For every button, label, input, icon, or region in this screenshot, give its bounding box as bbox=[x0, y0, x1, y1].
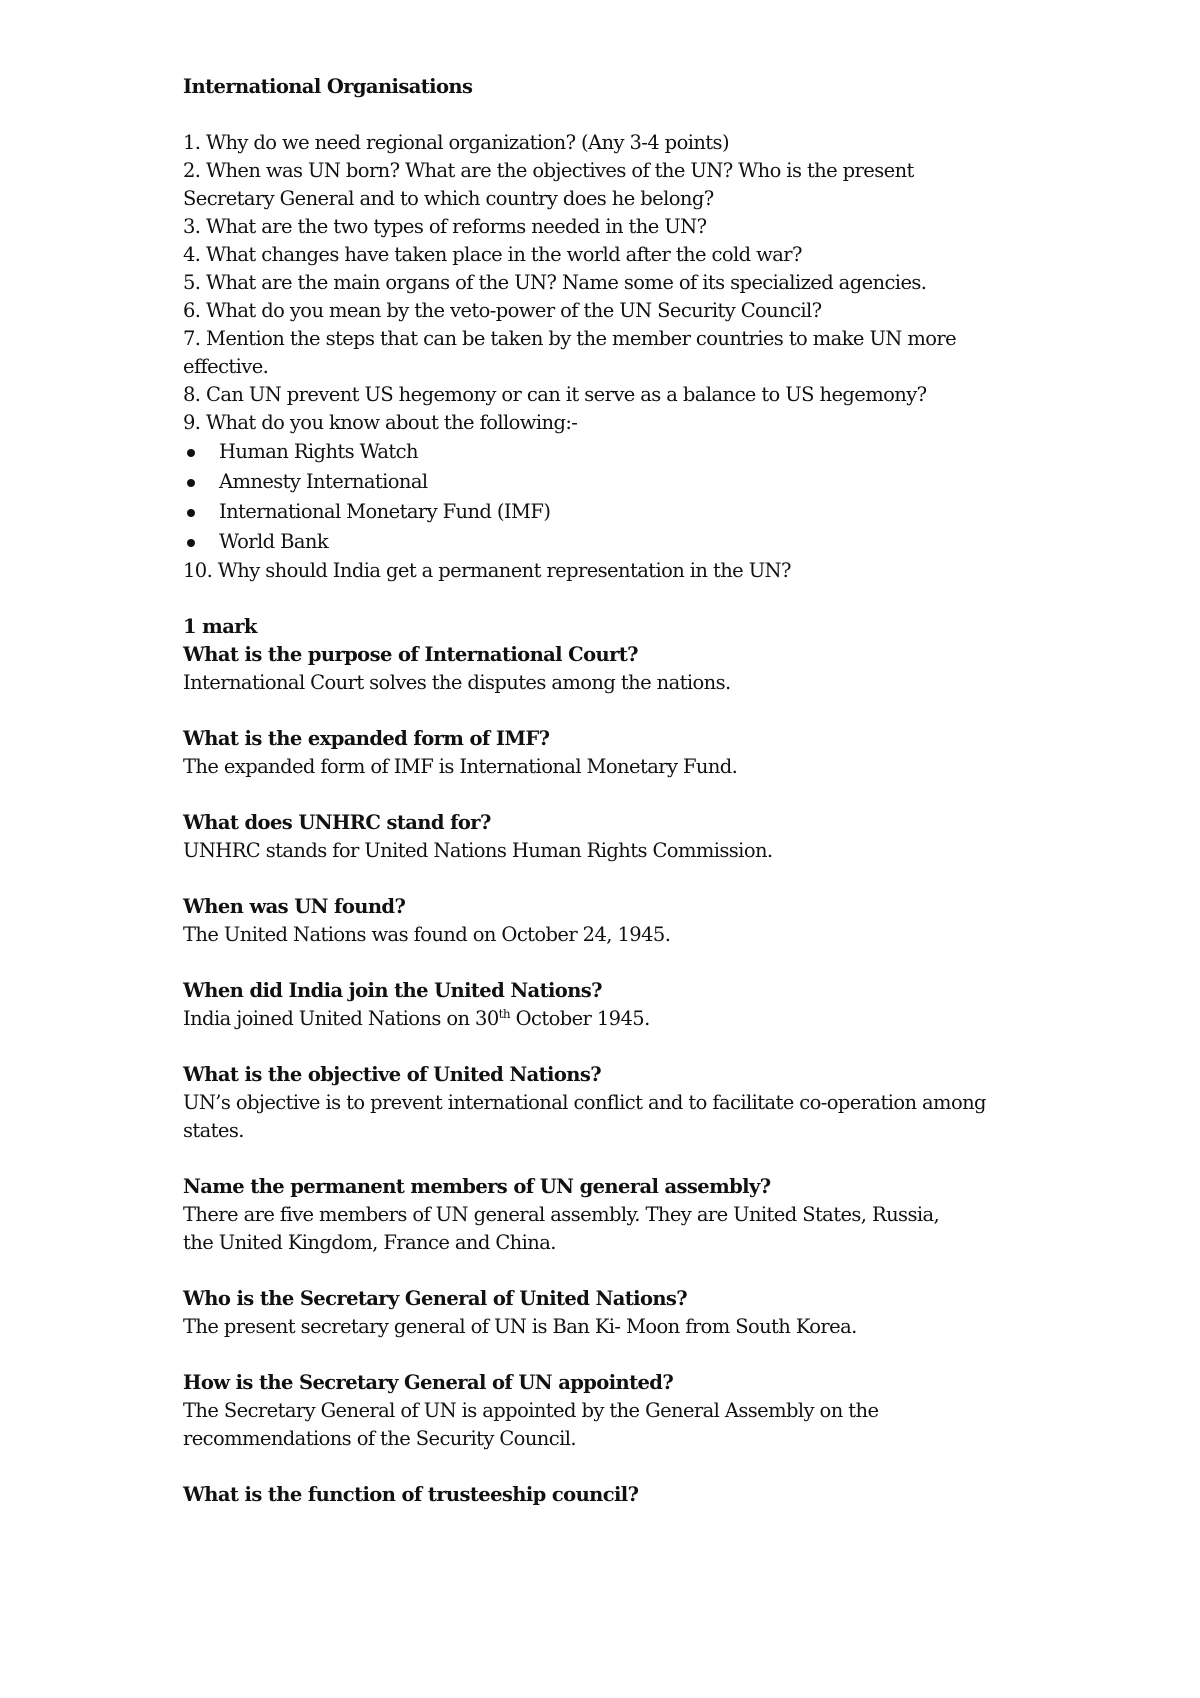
qa-block bbox=[183, 641, 1043, 697]
answer-text: The expanded form of IMF is International Monetary Fund. bbox=[183, 755, 738, 778]
document-content bbox=[183, 73, 1043, 1537]
question-heading: What is the objective of United Nations? bbox=[183, 1063, 602, 1086]
bullet-item: International Monetary Fund (IMF) bbox=[183, 497, 1043, 527]
answer-text: The United Nations was found on October 24, 1945. bbox=[183, 923, 671, 946]
qa-block bbox=[183, 725, 1043, 781]
qa-block bbox=[183, 1061, 1043, 1145]
question-line: 2. When was UN born? What are the objectives of the UN? Who is the present bbox=[183, 159, 914, 182]
question-line: 3. What are the two types of reforms needed in the UN? bbox=[183, 215, 707, 238]
bullet-item: Amnesty International bbox=[183, 467, 1043, 497]
question-heading: When was UN found? bbox=[183, 895, 406, 918]
question-heading: How is the Secretary General of UN appointed? bbox=[183, 1371, 674, 1394]
answer-text bbox=[183, 1005, 1043, 1033]
answer-text: the United Kingdom, France and China. bbox=[183, 1231, 556, 1254]
question-line: 4. What changes have taken place in the world after the cold war? bbox=[183, 243, 802, 266]
question-line: effective. bbox=[183, 355, 269, 378]
superscript: th bbox=[498, 1007, 511, 1021]
answer-text: International Court solves the disputes among the nations. bbox=[183, 671, 731, 694]
question-heading: What does UNHRC stand for? bbox=[183, 811, 491, 834]
qa-block bbox=[183, 977, 1043, 1033]
bullet-item: Human Rights Watch bbox=[183, 437, 1043, 467]
spacer bbox=[183, 101, 1043, 129]
answer-text: UNHRC stands for United Nations Human Rights Commission. bbox=[183, 839, 773, 862]
answer-text: There are five members of UN general assembly. They are United States, Russia, bbox=[183, 1203, 940, 1226]
spacer bbox=[183, 585, 1043, 613]
question-heading: What is the function of trusteeship council? bbox=[183, 1483, 639, 1506]
answer-text: The Secretary General of UN is appointed by the General Assembly on the bbox=[183, 1399, 879, 1422]
question-line: 10. Why should India get a permanent representation in the UN? bbox=[183, 559, 791, 582]
question-line: 6. What do you mean by the veto-power of the UN Security Council? bbox=[183, 299, 822, 322]
question-heading: Name the permanent members of UN general assembly? bbox=[183, 1175, 771, 1198]
bullet-item: World Bank bbox=[183, 527, 1043, 557]
qa-block bbox=[183, 1481, 1043, 1509]
answer-text-part: October 1945. bbox=[510, 1007, 650, 1030]
answer-text: states. bbox=[183, 1119, 244, 1142]
qa-block bbox=[183, 809, 1043, 865]
qa-block bbox=[183, 1369, 1043, 1453]
question-line: 1. Why do we need regional organization? (Any 3-4 points) bbox=[183, 131, 729, 154]
qa-block bbox=[183, 893, 1043, 949]
question-line: 9. What do you know about the following:- bbox=[183, 411, 578, 434]
question-heading: Who is the Secretary General of United Nations? bbox=[183, 1287, 688, 1310]
question-heading: What is the purpose of International Court? bbox=[183, 643, 638, 666]
answer-text-part: India joined United Nations on 30 bbox=[183, 1007, 499, 1030]
question-line: 7. Mention the steps that can be taken by the member countries to make UN more bbox=[183, 327, 957, 350]
answer-text: recommendations of the Security Council. bbox=[183, 1427, 576, 1450]
page-title: International Organisations bbox=[183, 75, 473, 98]
answer-text: The present secretary general of UN is Ban Ki- Moon from South Korea. bbox=[183, 1315, 857, 1338]
question-heading: What is the expanded form of IMF? bbox=[183, 727, 550, 750]
bullet-list bbox=[183, 437, 1043, 557]
qa-block bbox=[183, 1285, 1043, 1341]
answer-text: UN’s objective is to prevent international conflict and to facilitate co-operation among bbox=[183, 1091, 986, 1114]
question-line: 8. Can UN prevent US hegemony or can it serve as a balance to US hegemony? bbox=[183, 383, 927, 406]
section-title: 1 mark bbox=[183, 615, 257, 638]
question-line: Secretary General and to which country does he belong? bbox=[183, 187, 714, 210]
question-heading: When did India join the United Nations? bbox=[183, 979, 602, 1002]
qa-block bbox=[183, 1173, 1043, 1257]
question-line: 5. What are the main organs of the UN? Name some of its specialized agencies. bbox=[183, 271, 927, 294]
